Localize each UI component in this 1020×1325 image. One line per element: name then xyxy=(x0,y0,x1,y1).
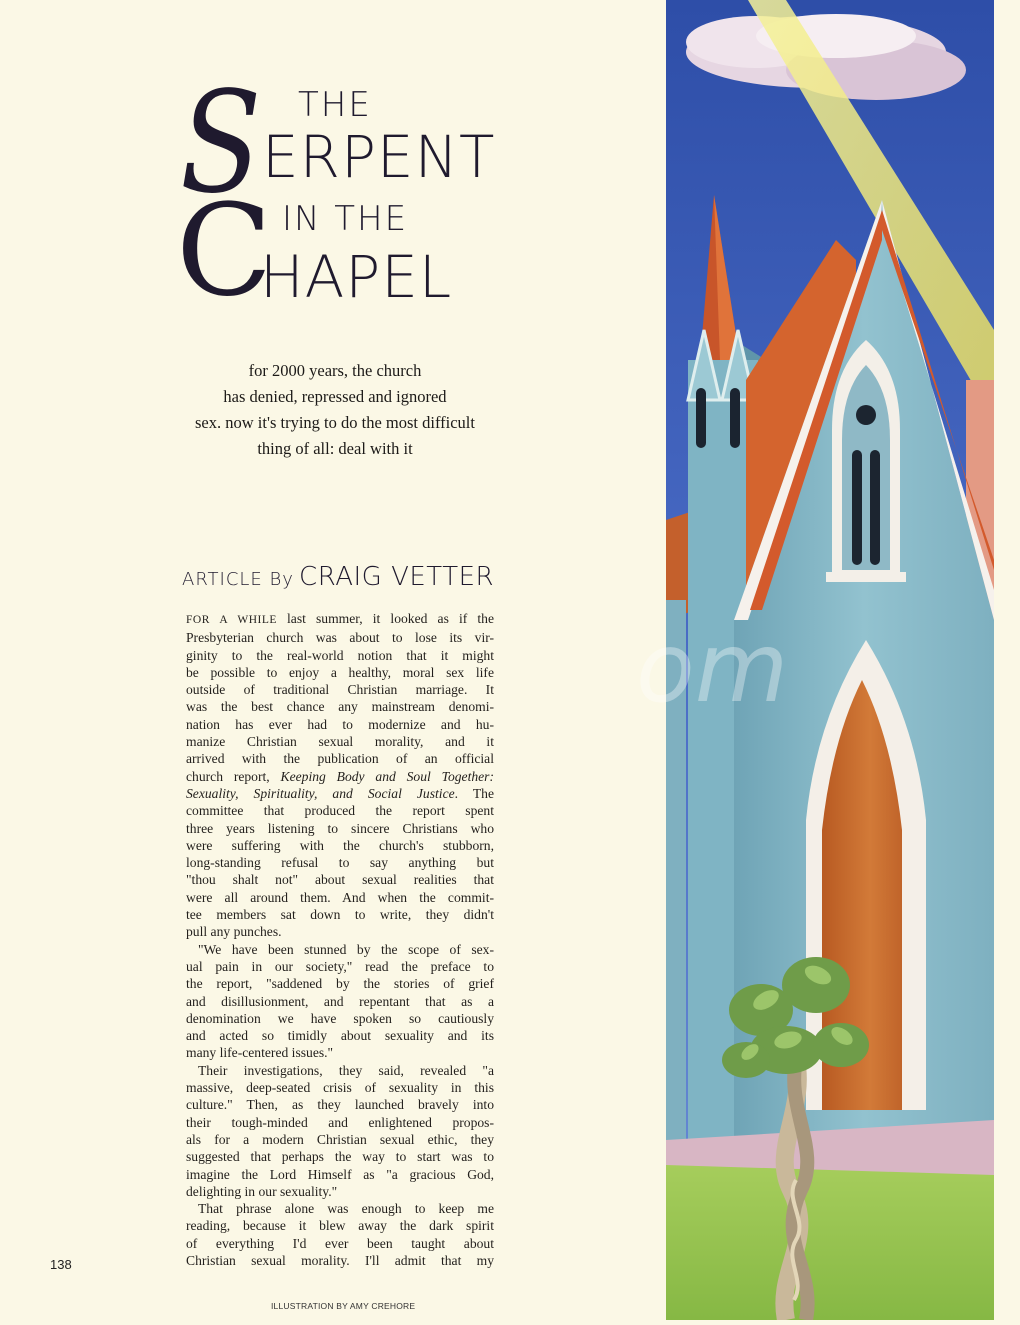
page-margin xyxy=(994,0,1020,1320)
body-line: nation has ever had to modernize and hu- xyxy=(186,716,494,732)
title-drop-cap-s: S xyxy=(180,62,262,225)
article-title xyxy=(176,62,516,324)
body-line: church report, Keeping Body and Soul Together: xyxy=(186,768,494,784)
body-line: the report, "saddened by the stories of grief xyxy=(186,976,494,992)
paragraph-3 xyxy=(186,1062,494,1200)
body-line: of everything I'd ever been taught about xyxy=(186,1235,494,1251)
body-line: three years listening to sincere Christians who xyxy=(186,820,494,836)
report-title: Keeping Body and Soul Together: xyxy=(280,768,494,784)
title-in-the: IN THE xyxy=(282,199,409,239)
article-deck xyxy=(160,358,510,462)
body-line: long-standing refusal to say anything but xyxy=(186,855,494,871)
watermark: om xyxy=(636,612,789,724)
body-line: tee members sat down to write, they didn't xyxy=(186,907,494,923)
body-line: culture." Then, as they launched bravely into xyxy=(186,1097,494,1113)
body-line: Christian sexual morality. I'll admit that my xyxy=(186,1252,494,1268)
body-line: Presbyterian church was about to lose its vir- xyxy=(186,630,494,646)
body-line: "We have been stunned by the scope of sex- xyxy=(198,941,494,957)
body-line: "thou shalt not" about sexual realities that xyxy=(186,872,494,888)
deck-line: thing of all: deal with it xyxy=(257,439,413,458)
body-line: als for a modern Christian sexual ethic, they xyxy=(186,1131,494,1147)
body-line: delighting in our sexuality." xyxy=(186,1183,338,1199)
body-line: ginity to the real-world notion that it might xyxy=(186,647,494,663)
body-line: arrived with the publication of an official xyxy=(186,751,494,767)
body-line: were all around them. And when the commit- xyxy=(186,889,494,905)
body-line: manize Christian sexual morality, and it xyxy=(186,734,494,750)
byline-author: CRAIG VETTER xyxy=(299,562,495,592)
paragraph-1 xyxy=(186,610,494,941)
body-line: be possible to enjoy a healthy, moral sex life xyxy=(186,664,494,680)
body-line: were suffering with the church's stubborn, xyxy=(186,837,494,853)
body-line: and disillusionment, and repentant that as a xyxy=(186,993,494,1009)
deck-line: for 2000 years, the church xyxy=(248,361,422,380)
page-number: 138 xyxy=(50,1257,72,1272)
title-serpent: ERPENT xyxy=(262,123,496,191)
article-body xyxy=(186,610,494,1269)
body-line: pull any punches. xyxy=(186,924,282,940)
body-line: suggested that perhaps the way to start was to xyxy=(186,1149,494,1165)
body-line: reading, because it blew away the dark spirit xyxy=(186,1218,494,1234)
report-title: Sexuality, Spirituality, and Social Justice xyxy=(186,785,455,801)
body-line: was the best chance any mainstream denomi- xyxy=(186,699,494,715)
title-chapel: HAPEL xyxy=(260,243,453,311)
body-line: massive, deep-seated crisis of sexuality in this xyxy=(186,1080,494,1096)
deck-line: sex. now it's trying to do the most difficult xyxy=(195,413,475,432)
lead-in: FOR A WHILE xyxy=(186,614,277,626)
paragraph-2 xyxy=(186,941,494,1062)
body-line: outside of traditional Christian marriage. It xyxy=(186,682,494,698)
byline xyxy=(182,562,502,592)
body-line: their tough-minded and enlightened propos- xyxy=(186,1114,494,1130)
paragraph-4 xyxy=(186,1200,494,1269)
lawn xyxy=(666,1165,994,1320)
illustration-credit: ILLUSTRATION BY AMY CREHORE xyxy=(271,1301,416,1311)
title-the-1: THE xyxy=(298,85,372,125)
body-line: That phrase alone was enough to keep me xyxy=(198,1201,494,1217)
title-drop-cap-c: C xyxy=(176,177,273,324)
body-line: imagine the Lord Himself as "a gracious God, xyxy=(186,1166,494,1182)
deck-line: has denied, repressed and ignored xyxy=(223,387,447,406)
body-line: ual pain in our society," read the preface to xyxy=(186,958,494,974)
body-line: FOR A WHILE last summer, it looked as if the xyxy=(186,611,494,626)
body-line: denomination we have spoken so cautiously xyxy=(186,1010,494,1026)
body-line: and acted so timidly about sexuality and its xyxy=(186,1028,494,1044)
byline-prefix: ARTICLE By xyxy=(182,569,294,590)
body-line: many life-centered issues." xyxy=(186,1045,334,1061)
body-line: Sexuality, Spirituality, and Social Justice. The xyxy=(186,785,495,801)
body-line: Their investigations, they said, revealed "a xyxy=(198,1062,494,1078)
body-line: committee that produced the report spent xyxy=(186,803,494,819)
